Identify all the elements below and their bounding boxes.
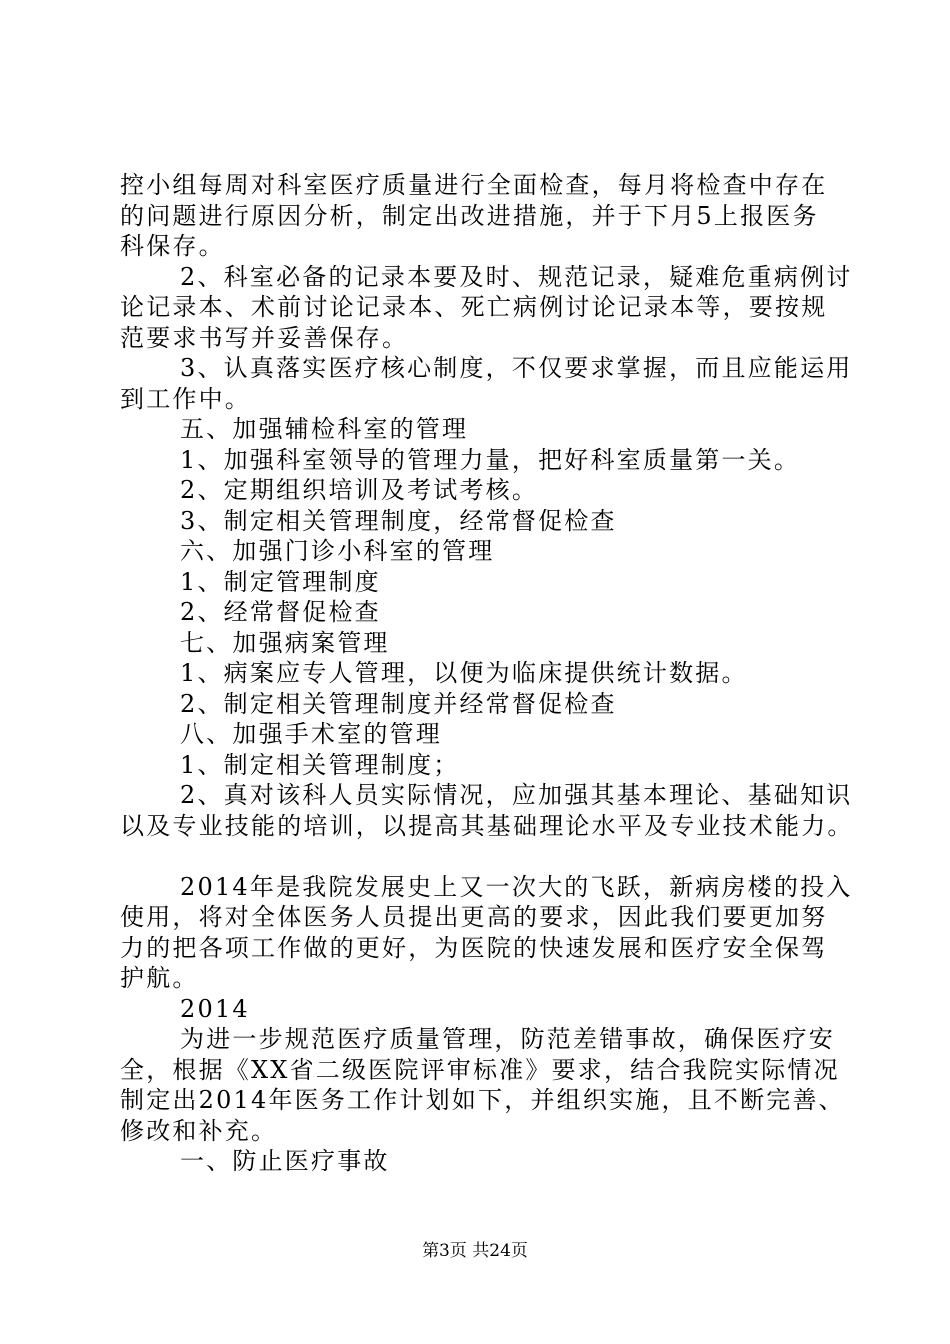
paragraph [120,872,853,994]
text-line: 1、制定管理制度 [180,567,381,596]
paragraph [120,262,853,354]
paragraph [120,658,840,689]
paragraph [120,475,840,506]
paragraph [120,597,840,628]
paragraph [120,353,853,414]
text-line: 护航。 [120,964,199,992]
text-line: 2、真对该科人员实际情况，应加强其基本理论、基础知识 [180,781,853,809]
paragraph [120,1024,845,1146]
text-line: 控小组每周对科室医疗质量进行全面检查，每月将检查中存在 [120,171,828,199]
paragraph [120,414,840,445]
paragraph [120,750,840,781]
text-line: 论记录本、术前讨论记录本、死亡病例讨论记录本等，要按规 [120,293,828,321]
text-line: 3、认真落实医疗核心制度，不仅要求掌握，而且应能运用 [180,354,853,382]
paragraph [120,536,840,567]
text-line: 2、制定相关管理制度并经常督促检查 [180,689,617,718]
text-line: 七、加强病案管理 [180,628,390,657]
text-line: 1、制定相关管理制度； [180,750,460,779]
paragraph-gap [120,841,840,872]
paragraph [120,780,854,841]
text-line: 1、加强科室领导的管理力量，把好科室质量第一关。 [180,445,801,474]
paragraph [120,689,840,720]
text-line: 2、科室必备的记录本要及时、规范记录，疑难危重病例讨 [180,262,853,291]
text-line: 1、病案应专人管理，以便为临床提供统计数据。 [180,659,748,687]
paragraph [120,170,840,262]
text-line: 2、定期组织培训及考试考核。 [180,476,539,504]
text-line: 力的把各项工作做的更好，为医院的快速发展和医疗安全保驾 [120,933,828,962]
text-line: 2014 [180,994,250,1023]
text-line: 八、加强手术室的管理 [180,720,442,748]
text-line: 一、防止医疗事故 [180,1147,390,1175]
paragraph [120,506,840,537]
paragraph [120,628,840,659]
text-line: 到工作中。 [120,384,251,413]
text-line: 范要求书写并妥善保存。 [120,323,409,352]
text-line: 修改和补充。 [120,1116,278,1145]
text-line: 2、经常督促检查 [180,598,381,626]
page-footer: 第3页 共24页 [422,1241,528,1261]
document-body [120,170,854,1177]
paragraph [120,1146,840,1177]
text-line: 的问题进行原因分析，制定出改进措施，并于下月5上报医务 [120,201,819,230]
text-line: 六、加强门诊小科室的管理 [180,537,495,565]
text-line: 2014年是我院发展史上又一次大的飞跃，新病房楼的投入 [180,872,853,901]
paragraph [120,719,840,750]
text-line: 使用，将对全体医务人员提出更高的要求，因此我们要更加努 [120,903,828,931]
text-line: 五、加强辅检科室的管理 [180,415,469,443]
text-line: 全，根据《XX省二级医院评审标准》要求，结合我院实际情况 [120,1055,840,1084]
paragraph [120,445,840,476]
text-line: 科保存。 [120,232,225,260]
text-line: 3、制定相关管理制度，经常督促检查 [180,506,617,535]
paragraph [120,994,840,1025]
text-line: 制定出2014年医务工作计划如下，并组织实施，且不断完善、 [120,1086,845,1114]
text-line: 以及专业技能的培训，以提高其基础理论水平及专业技术能力。 [120,811,854,840]
text-line: 为进一步规范医疗质量管理，防范差错事故，确保医疗安 [180,1025,835,1053]
paragraph [120,567,840,598]
